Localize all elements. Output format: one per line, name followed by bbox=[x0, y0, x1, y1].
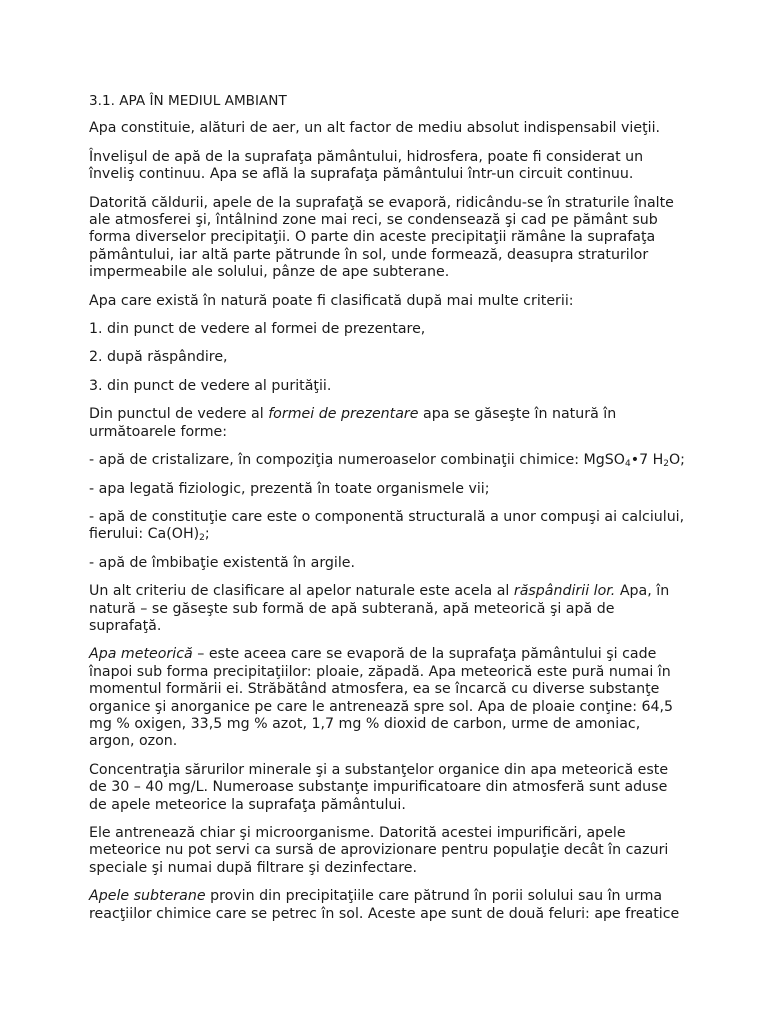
text-run: apa se găseşte în natură în următoarele forme: bbox=[89, 406, 617, 440]
text-run: •7 H bbox=[630, 452, 664, 469]
paragraph-concentration: Concentraţia sărurilor minerale şi a substanţelor organice din apa meteorică este de 30 – 40 mg/L. Numeroase substanţe impurificatoare din atmosferă sunt aduse de apele meteorice la suprafaţa pământului. bbox=[89, 761, 669, 813]
list-item-form: 1. din punct de vedere al formei de prezentare, bbox=[89, 321, 426, 338]
subscript: 4 bbox=[624, 459, 631, 470]
paragraph-groundwater bbox=[89, 888, 689, 923]
text-run: - apă de cristalizare, în compoziţia numeroaselor combinaţii chimice: MgSO bbox=[89, 452, 625, 469]
paragraph-intro: Apa constituie, alături de aer, un alt factor de mediu absolut indispensabil vieţii. bbox=[89, 120, 661, 137]
emphasis-text: răspândirii lor. bbox=[513, 583, 616, 600]
paragraph-hydrosphere: Învelişul de apă de la suprafaţa pământului, hidrosfera, poate fi considerat un înveliş continuu. Apa se află la suprafaţa pământului într-un circuit continuu. bbox=[89, 148, 644, 183]
text-run: provin din precipitaţiile care pătrund în porii solului sau în urma reacţiilor chimice care se petrec în sol. Aceste ape sunt de două feluri: ape freatice bbox=[89, 888, 680, 922]
text-run: Un alt criteriu de clasificare al apelor naturale este acela al bbox=[89, 583, 514, 600]
section-heading: 3.1. APA ÎN MEDIUL AMBIANT bbox=[89, 93, 287, 109]
paragraph-forms bbox=[89, 406, 689, 441]
emphasis-text: Apa meteorică bbox=[89, 646, 193, 663]
paragraph-classification: Apa care există în natură poate fi clasificată după mai multe criterii: bbox=[89, 292, 574, 309]
subscript: 2 bbox=[199, 533, 205, 544]
paragraph-microorganisms: Ele antrenează chiar şi microorganisme. Datorită acestei impurificări, apele meteorice nu pot servi ca sursă de aprovizionare pentru populaţie decât în cazuri speciale şi numai după filtrare şi dezinfectare. bbox=[89, 825, 669, 876]
emphasis-text: formei de prezentare bbox=[268, 406, 419, 423]
paragraph-water-cycle: Datorită căldurii, apele de la suprafaţă se evaporă, ridicându-se în straturile înalte ale atmosferei şi, întâlnind zone mai reci, se condensează şi cad pe pământ sub forma diverselor precipitaţii. O parte din aceste precipitaţii rămâne la suprafaţa pământului, iar altă parte pătrunde în sol, unde formează, deasupra straturilor impermeabile ale solului, pânze de ape subterane. bbox=[89, 194, 674, 281]
paragraph-meteoric-water bbox=[89, 646, 689, 750]
text-run: Apa, în natură – se găseşte sub formă de apă subterană, apă meteorică şi apă de suprafaţă. bbox=[89, 583, 670, 634]
text-run: Din punctul de vedere al bbox=[89, 406, 269, 423]
form-physiological: - apa legată fiziologic, prezentă în toate organismele vii; bbox=[89, 480, 490, 497]
paragraph-spread bbox=[89, 583, 689, 635]
form-constitution bbox=[89, 509, 689, 544]
text-run: O; bbox=[669, 452, 685, 469]
form-imbibition: - apă de îmbibaţie existentă în argile. bbox=[89, 554, 356, 571]
list-item-spread: 2. după răspândire, bbox=[89, 349, 228, 366]
form-crystallization bbox=[89, 452, 689, 469]
text-run: – este aceea care se evaporă de la suprafaţa pământului şi cade înapoi sub forma precipitaţiilor: ploaie, zăpadă. Apa meteorică este pură numai în momentul formării ei. Străbătând atmosfera, ea se încarcă cu diverse substanţe organice şi anorganice pe care le antrenează spre sol. Apa de ploaie conţine: 64,5 mg % oxigen, 33,5 mg % azot, 1,7 mg % dioxid de carbon, urme de amoniac, argon, ozon. bbox=[89, 646, 674, 750]
text-run: ; bbox=[204, 526, 210, 543]
text-run: - apă de constituţie care este o componentă structurală a unor compuşi ai calciului, fierului: Ca(OH) bbox=[89, 508, 685, 543]
document-page bbox=[89, 93, 689, 934]
subscript: 2 bbox=[663, 459, 670, 470]
emphasis-text: Apele subterane bbox=[89, 888, 206, 905]
list-item-purity: 3. din punct de vedere al purităţii. bbox=[89, 377, 332, 394]
